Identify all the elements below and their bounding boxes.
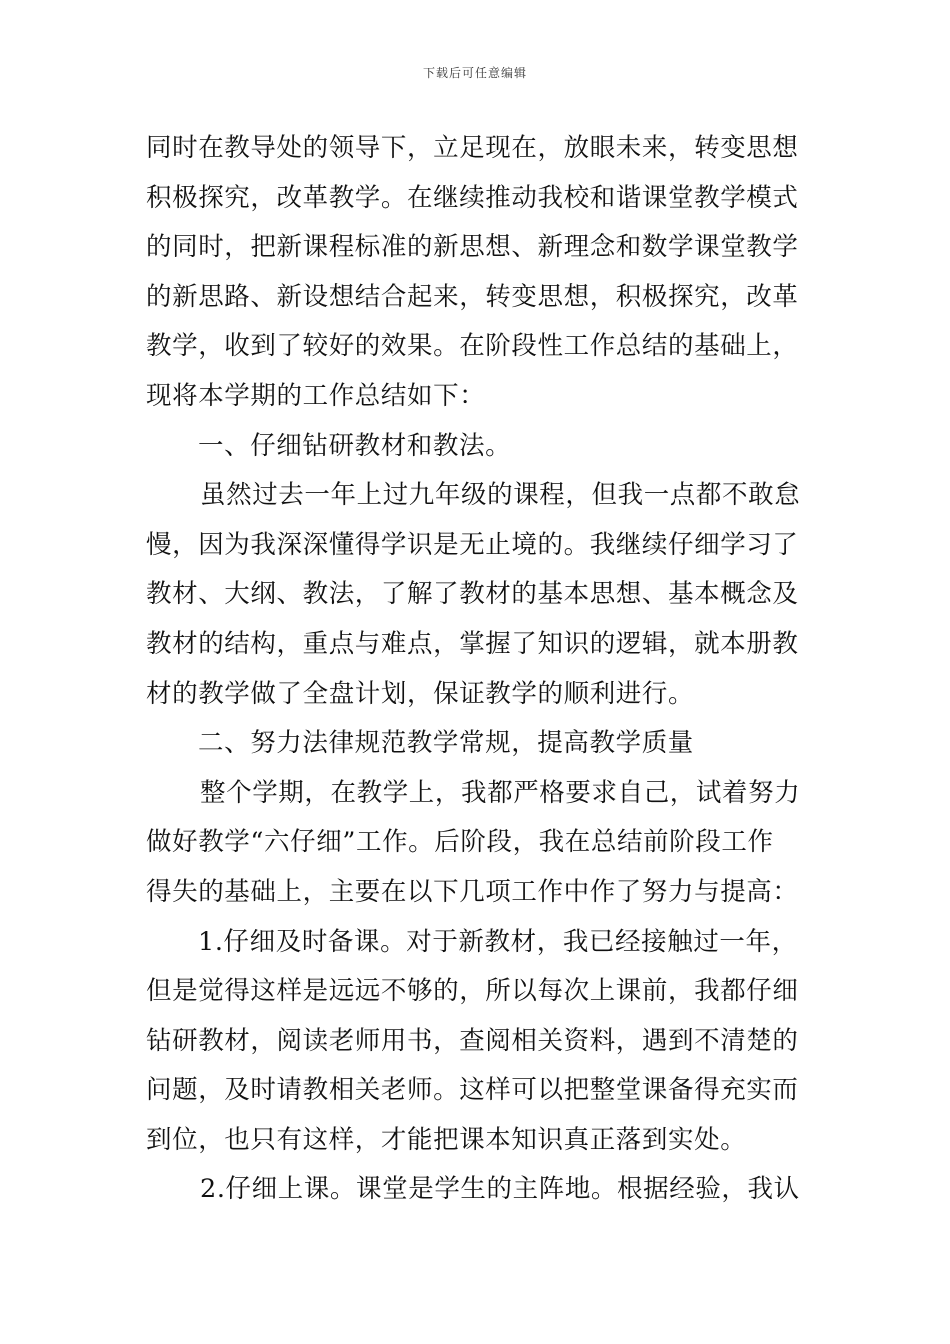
text-line: 的新思路、新设想结合起来，转变思想，积极探究，改革 bbox=[146, 281, 799, 312]
text-line: 同时在教导处的领导下，立足现在，放眼未来，转变思想 bbox=[146, 133, 799, 163]
text-line: 慢，因为我深深懂得学识是无止境的。我继续仔细学习了 bbox=[146, 529, 799, 560]
page-header: 下载后可任意编辑 bbox=[422, 66, 527, 80]
text-line: 做好教学“六仔细”工作。后阶段，我在总结前阶段工作 bbox=[146, 827, 774, 858]
document-body bbox=[146, 124, 811, 1215]
text-line: 但是觉得这样是远远不够的，所以每次上课前，我都仔细 bbox=[146, 976, 799, 1007]
text-line: 问题，及时请教相关老师。这样可以把整堂课备得充实而 bbox=[146, 1075, 799, 1106]
text-line: 到位，也只有这样，才能把课本知识真正落到实处。 bbox=[146, 1124, 747, 1155]
text-line: 钻研教材，阅读老师用书，查阅相关资料，遇到不清楚的 bbox=[146, 1025, 799, 1056]
text-line: 得失的基础上，主要在以下几项工作中作了努力与提高： bbox=[146, 876, 799, 907]
list-item-2: 2.仔细上课。课堂是学生的主阵地。根据经验，我认 bbox=[200, 1174, 800, 1205]
list-item-1: 1.仔细及时备课。对于新教材，我已经接触过一年， bbox=[198, 926, 798, 957]
text-line: 教学，收到了较好的效果。在阶段性工作总结的基础上， bbox=[146, 331, 799, 362]
section-heading-1: 一、仔细钻研教材和教法。 bbox=[198, 430, 512, 461]
section-heading-2: 二、努力法律规范教学常规，提高教学质量 bbox=[198, 728, 694, 759]
text-line: 现将本学期的工作总结如下： bbox=[146, 380, 486, 411]
text-line: 教材、大纲、教法，了解了教材的基本思想、基本概念及 bbox=[146, 579, 799, 610]
text-line: 材的教学做了全盘计划，保证教学的顺利进行。 bbox=[146, 678, 695, 709]
text-line: 虽然过去一年上过九年级的课程，但我一点都不敢怠 bbox=[200, 480, 801, 511]
text-line: 的同时，把新课程标准的新思想、新理念和数学课堂教学 bbox=[146, 232, 799, 263]
text-line: 整个学期，在教学上，我都严格要求自己，试着努力 bbox=[200, 777, 801, 808]
text-line: 积极探究，改革教学。在继续推动我校和谐课堂教学模式 bbox=[146, 182, 799, 213]
text-line: 教材的结构，重点与难点，掌握了知识的逻辑，就本册教 bbox=[146, 628, 799, 659]
